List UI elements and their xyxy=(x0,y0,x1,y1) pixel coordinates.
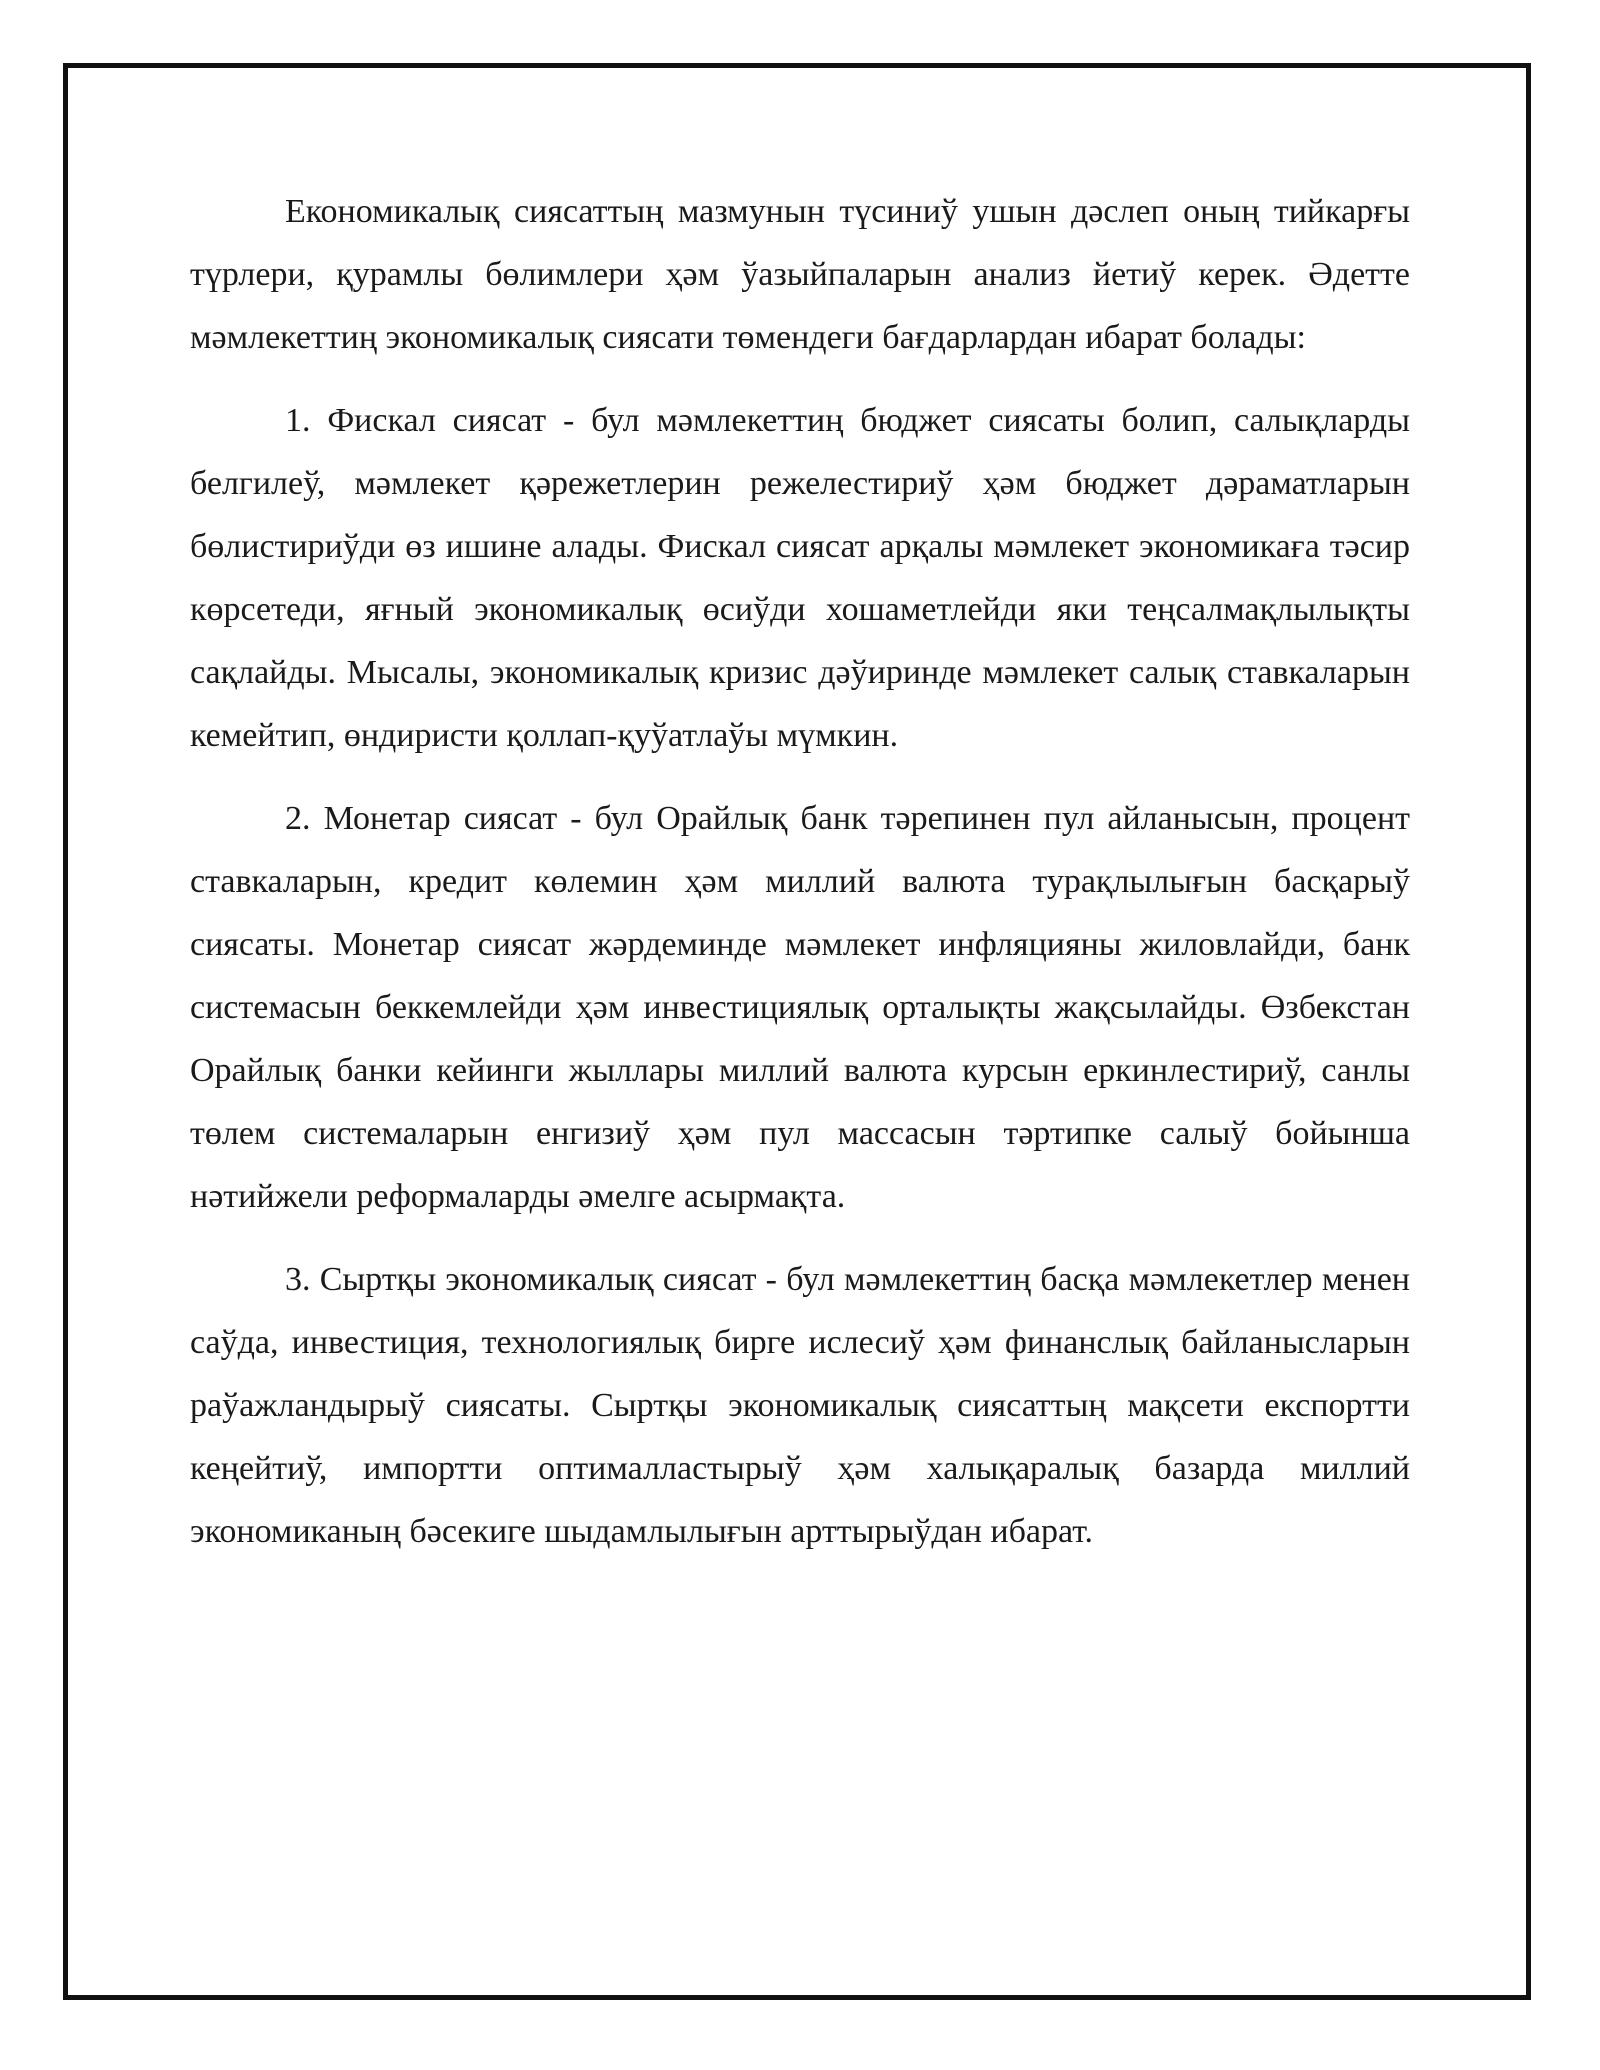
intro-paragraph: Економикалық сиясаттың мазмунын түсиниў ушын дәслеп оның тийкарғы түрлери, қурамлы бөлимлери ҳәм ўазыйпаларын анализ йетиў керек. Әдетте мәмлекеттиң экономикалық сиясати төмендеги бағдарлардан ибарат болады: xyxy=(190,193,1410,356)
document-body xyxy=(190,180,1410,1583)
monetary-policy-paragraph: 2. Монетар сиясат - бул Орайлық банк тәрепинен пул айланысын, процент ставкаларын, кредит көлемин ҳәм миллий валюта турақлылығын басқарыў сиясаты. Монетар сиясат жәрдеминде мәмлекет инфляцияны жиловлайди, банк системасын беккемлейди ҳәм инвестициялық орталықты жақсылайды. Өзбекстан Орайлық банки кейинги жыллары миллий валюта курсын еркинлестириў, санлы төлем системаларын енгизиў ҳәм пул массасын тәртипке салыў бойынша нәтийжели реформаларды әмелге асырмақта. xyxy=(190,800,1410,1215)
fiscal-policy-paragraph: 1. Фискал сиясат - бул мәмлекеттиң бюджет сиясаты болип, салықларды белгилеў, мәмлекет қәрежетлерин режелестириў ҳәм бюджет дәраматларын бөлистириўди өз ишине алады. Фискал сиясат арқалы мәмлекет экономикаға тәсир көрсетеди, яғный экономикалық өсиўди хошаметлейди яки теңсалмақлылықты сақлайды. Мысалы, экономикалық кризис дәўиринде мәмлекет салық ставкаларын кемейтип, өндиристи қоллап-қуўатлаўы мүмкин. xyxy=(190,402,1410,754)
foreign-economic-policy-paragraph: 3. Сыртқы экономикалық сиясат - бул мәмлекеттиң басқа мәмлекетлер менен саўда, инвестиция, технологиялық бирге ислесиў ҳәм финанслық байланысларын раўажландырыў сиясаты. Сыртқы экономикалық сиясаттың мақсети експортти кеңейтиў, импортти оптималластырыў ҳәм халықаралық базарда миллий экономиканың бәсекиге шыдамлылығын арттырыўдан ибарат. xyxy=(190,1261,1410,1550)
